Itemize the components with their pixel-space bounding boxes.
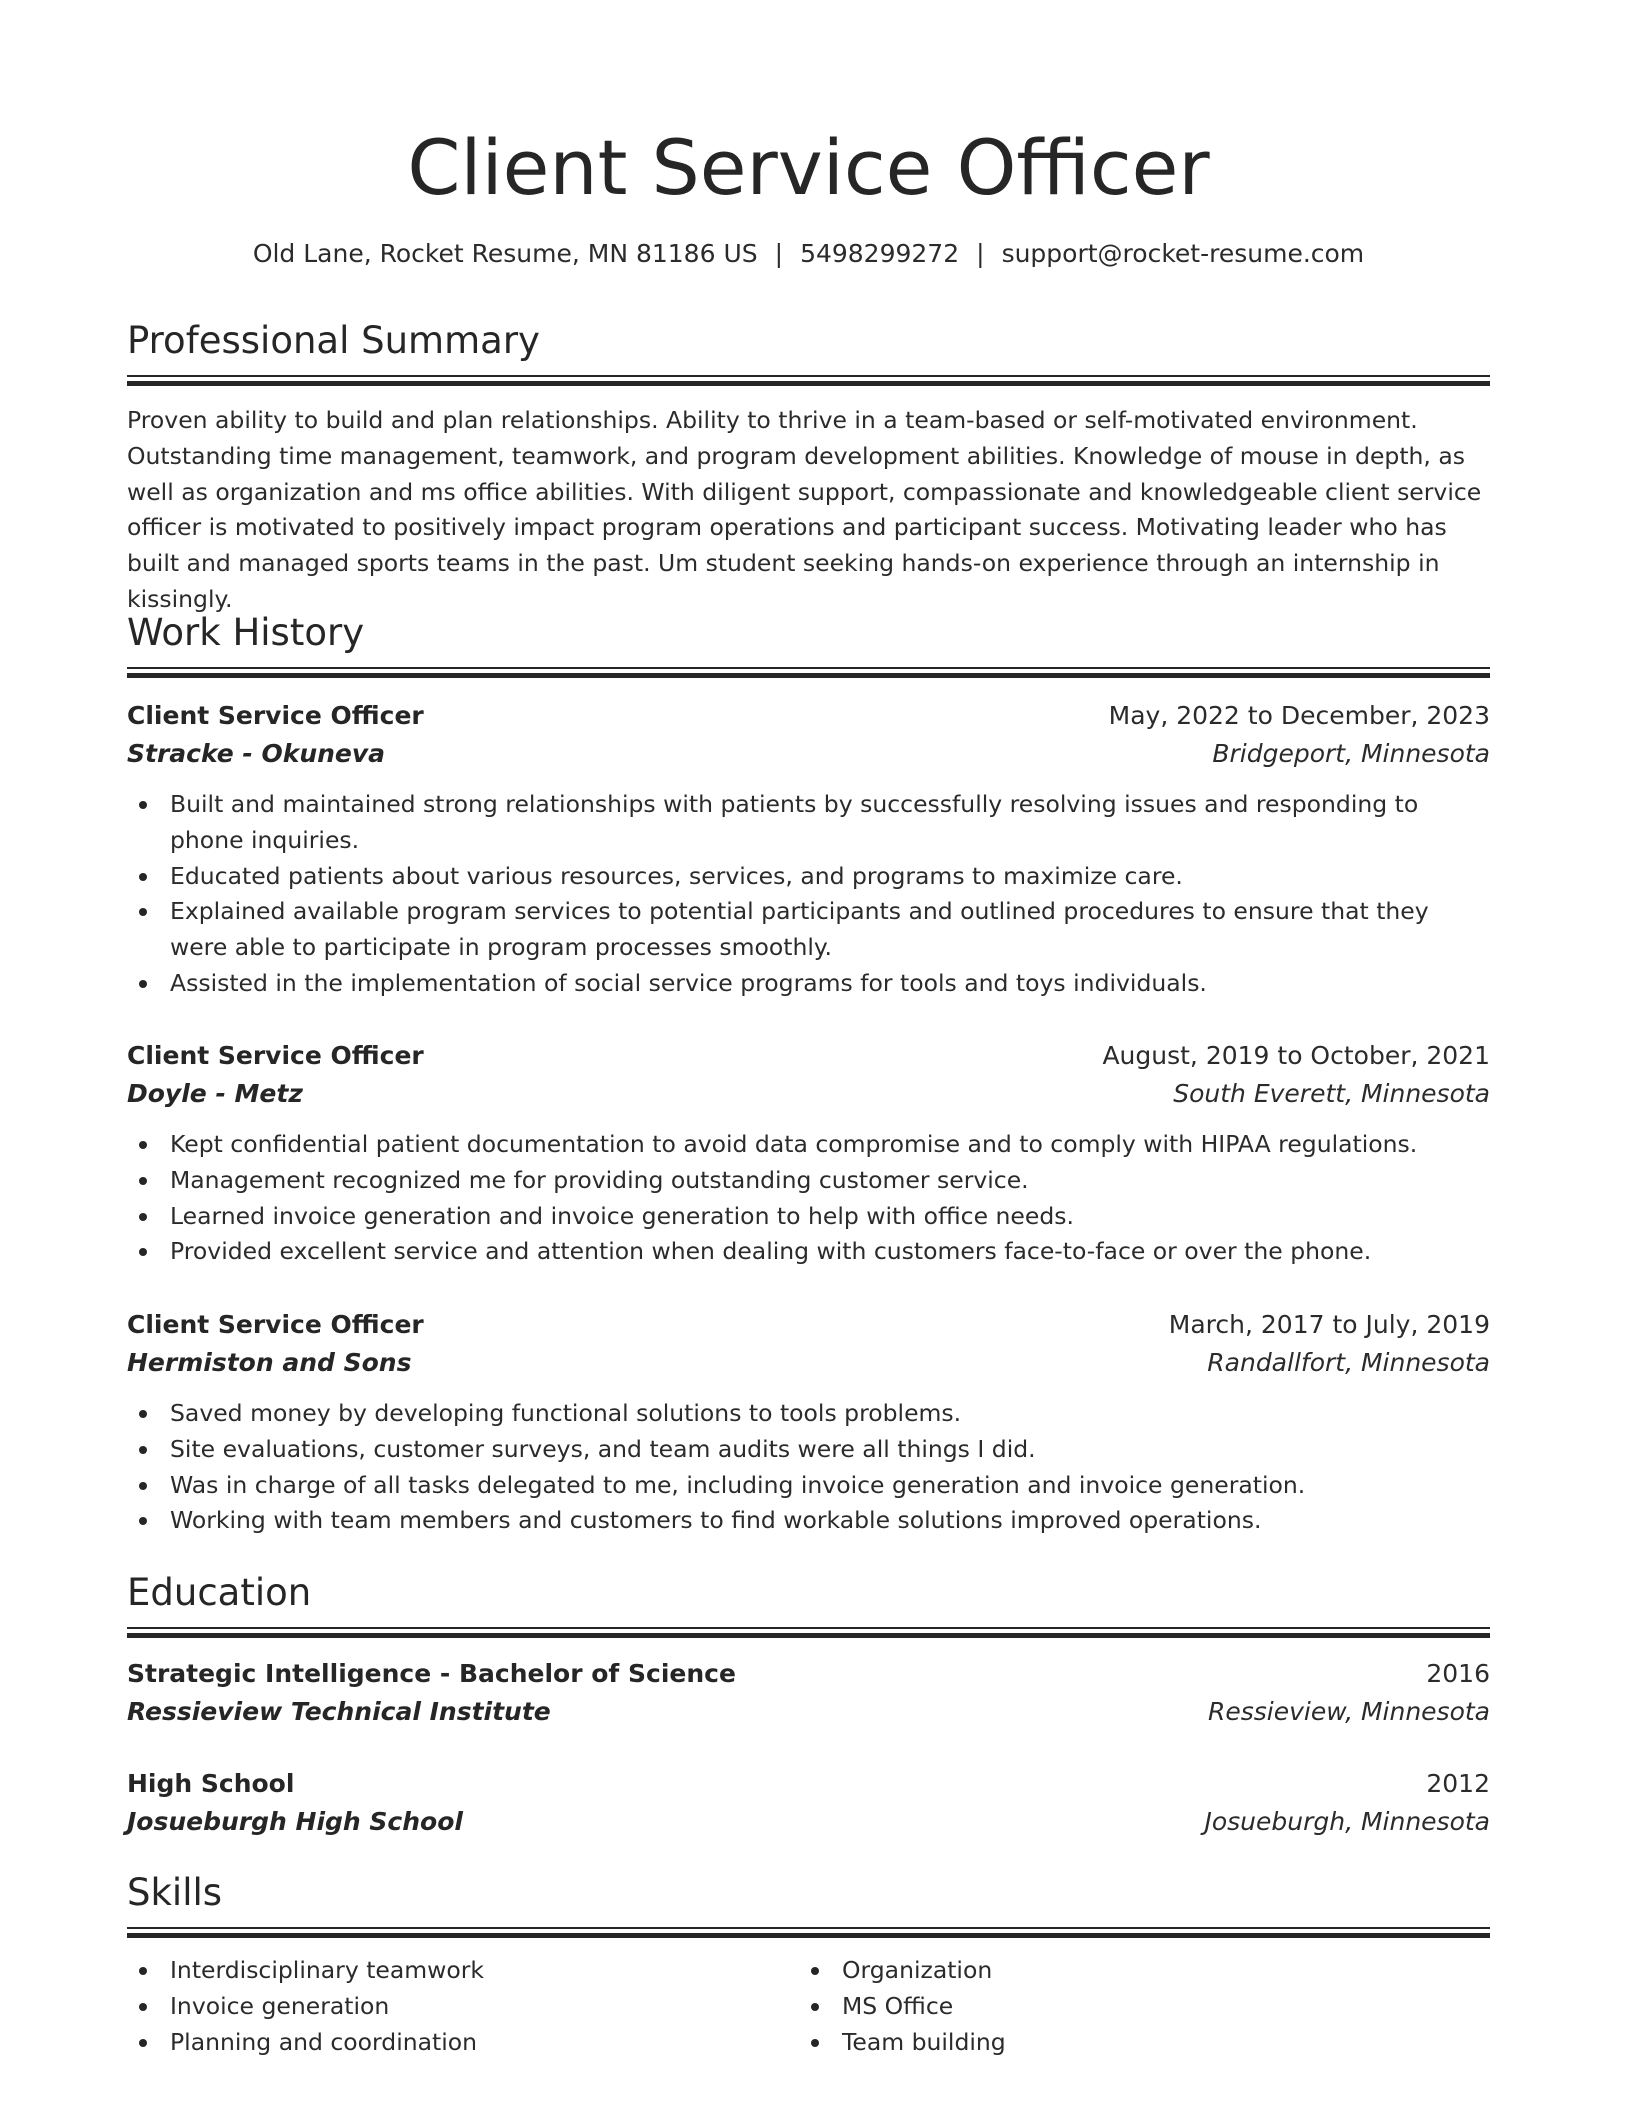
education-school: Josueburgh High School — [127, 1807, 463, 1836]
job-title: Client Service Officer — [127, 701, 424, 730]
skill-item: Organization — [799, 1953, 1469, 1989]
job-dates: March, 2017 to July, 2019 — [1168, 1310, 1490, 1339]
contact-separator: | — [774, 239, 784, 268]
education-location: Josueburgh, Minnesota — [1204, 1807, 1490, 1836]
list-item: Educated patients about various resources, services, and programs to maximize care. — [127, 859, 1490, 895]
education-degree: High School — [127, 1769, 295, 1798]
list-item: Kept confidential patient documentation to avoid data compromise and to comply with HIPAA regulations. — [127, 1127, 1490, 1163]
list-item: Site evaluations, customer surveys, and team audits were all things I did. — [127, 1432, 1490, 1468]
job-dates: August, 2019 to October, 2021 — [1102, 1041, 1490, 1070]
section-divider — [127, 667, 1490, 678]
section-title-skills: Skills — [127, 1871, 223, 1914]
section-title-education: Education — [127, 1571, 312, 1614]
skills-column-right — [799, 1953, 1469, 2060]
skill-item: Interdisciplinary teamwork — [127, 1953, 797, 1989]
education-year: 2012 — [1426, 1769, 1490, 1798]
job-location: Randallfort, Minnesota — [1207, 1348, 1490, 1377]
contact-address: Old Lane, Rocket Resume, MN 81186 US — [252, 239, 758, 268]
job-bullets — [127, 1127, 1490, 1270]
education-entry — [127, 1765, 1490, 1841]
education-location: Ressieview, Minnesota — [1207, 1697, 1490, 1726]
skills-column-left — [127, 1953, 797, 2060]
job-bullets — [127, 787, 1490, 1002]
education-school: Ressieview Technical Institute — [127, 1697, 551, 1726]
contact-line — [127, 237, 1490, 271]
list-item: Was in charge of all tasks delegated to me, including invoice generation and invoice generation. — [127, 1468, 1490, 1504]
list-item: Management recognized me for providing outstanding customer service. — [127, 1163, 1490, 1199]
contact-email: support@rocket-resume.com — [1001, 239, 1365, 268]
education-degree: Strategic Intelligence - Bachelor of Science — [127, 1659, 736, 1688]
section-divider — [127, 375, 1490, 386]
education-year: 2016 — [1426, 1659, 1490, 1688]
education-entry — [127, 1655, 1490, 1731]
section-title-summary: Professional Summary — [127, 319, 540, 362]
job-entry — [127, 1037, 1490, 1270]
skills-section — [127, 1870, 1490, 1916]
job-company: Hermiston and Sons — [127, 1348, 412, 1377]
job-title: Client Service Officer — [127, 1041, 424, 1070]
section-divider — [127, 1627, 1490, 1638]
education-section — [127, 1570, 1490, 1616]
job-dates: May, 2022 to December, 2023 — [1108, 701, 1490, 730]
list-item: Provided excellent service and attention when dealing with customers face-to-face or over the phone. — [127, 1234, 1490, 1270]
list-item: Explained available program services to potential participants and outlined procedures to ensure that they were able to participate in program processes smoothly. — [127, 894, 1490, 966]
list-item: Built and maintained strong relationships with patients by successfully resolving issues and responding to phone inquiries. — [127, 787, 1490, 859]
list-item: Working with team members and customers to find workable solutions improved operations. — [127, 1503, 1490, 1539]
resume-name: Client Service Officer — [407, 123, 1210, 212]
job-company: Stracke - Okuneva — [127, 739, 386, 768]
job-bullets — [127, 1396, 1490, 1539]
job-entry — [127, 1306, 1490, 1539]
contact-phone: 5498299272 — [800, 239, 960, 268]
work-section — [127, 610, 1490, 656]
job-location: South Everett, Minnesota — [1173, 1079, 1490, 1108]
job-company: Doyle - Metz — [127, 1079, 303, 1108]
skill-item: MS Office — [799, 1989, 1469, 2025]
section-divider — [127, 1927, 1490, 1938]
summary-text: Proven ability to build and plan relationships. Ability to thrive in a team-based or self-motivated environment. Outstanding time management, teamwork, and program development abilities. Knowledge of mouse in depth, as well as organization and ms office abilities. With diligent support, compassionate and knowledgeable client service officer is motivated to positively impact program operations and participant success. Motivating leader who has built and managed sports teams in the past. Um student seeking hands-on experience through an internship in kissingly. — [127, 406, 1482, 613]
contact-separator: | — [976, 239, 985, 268]
summary-section — [127, 318, 1490, 364]
section-title-work: Work History — [127, 611, 365, 654]
job-entry — [127, 697, 1490, 1002]
list-item: Learned invoice generation and invoice generation to help with office needs. — [127, 1199, 1490, 1235]
skill-item: Planning and coordination — [127, 2025, 797, 2061]
skill-item: Invoice generation — [127, 1989, 797, 2025]
job-location: Bridgeport, Minnesota — [1212, 739, 1490, 768]
list-item: Saved money by developing functional solutions to tools problems. — [127, 1396, 1490, 1432]
list-item: Assisted in the implementation of social service programs for tools and toys individuals. — [127, 966, 1490, 1002]
job-title: Client Service Officer — [127, 1310, 424, 1339]
skill-item: Team building — [799, 2025, 1469, 2061]
